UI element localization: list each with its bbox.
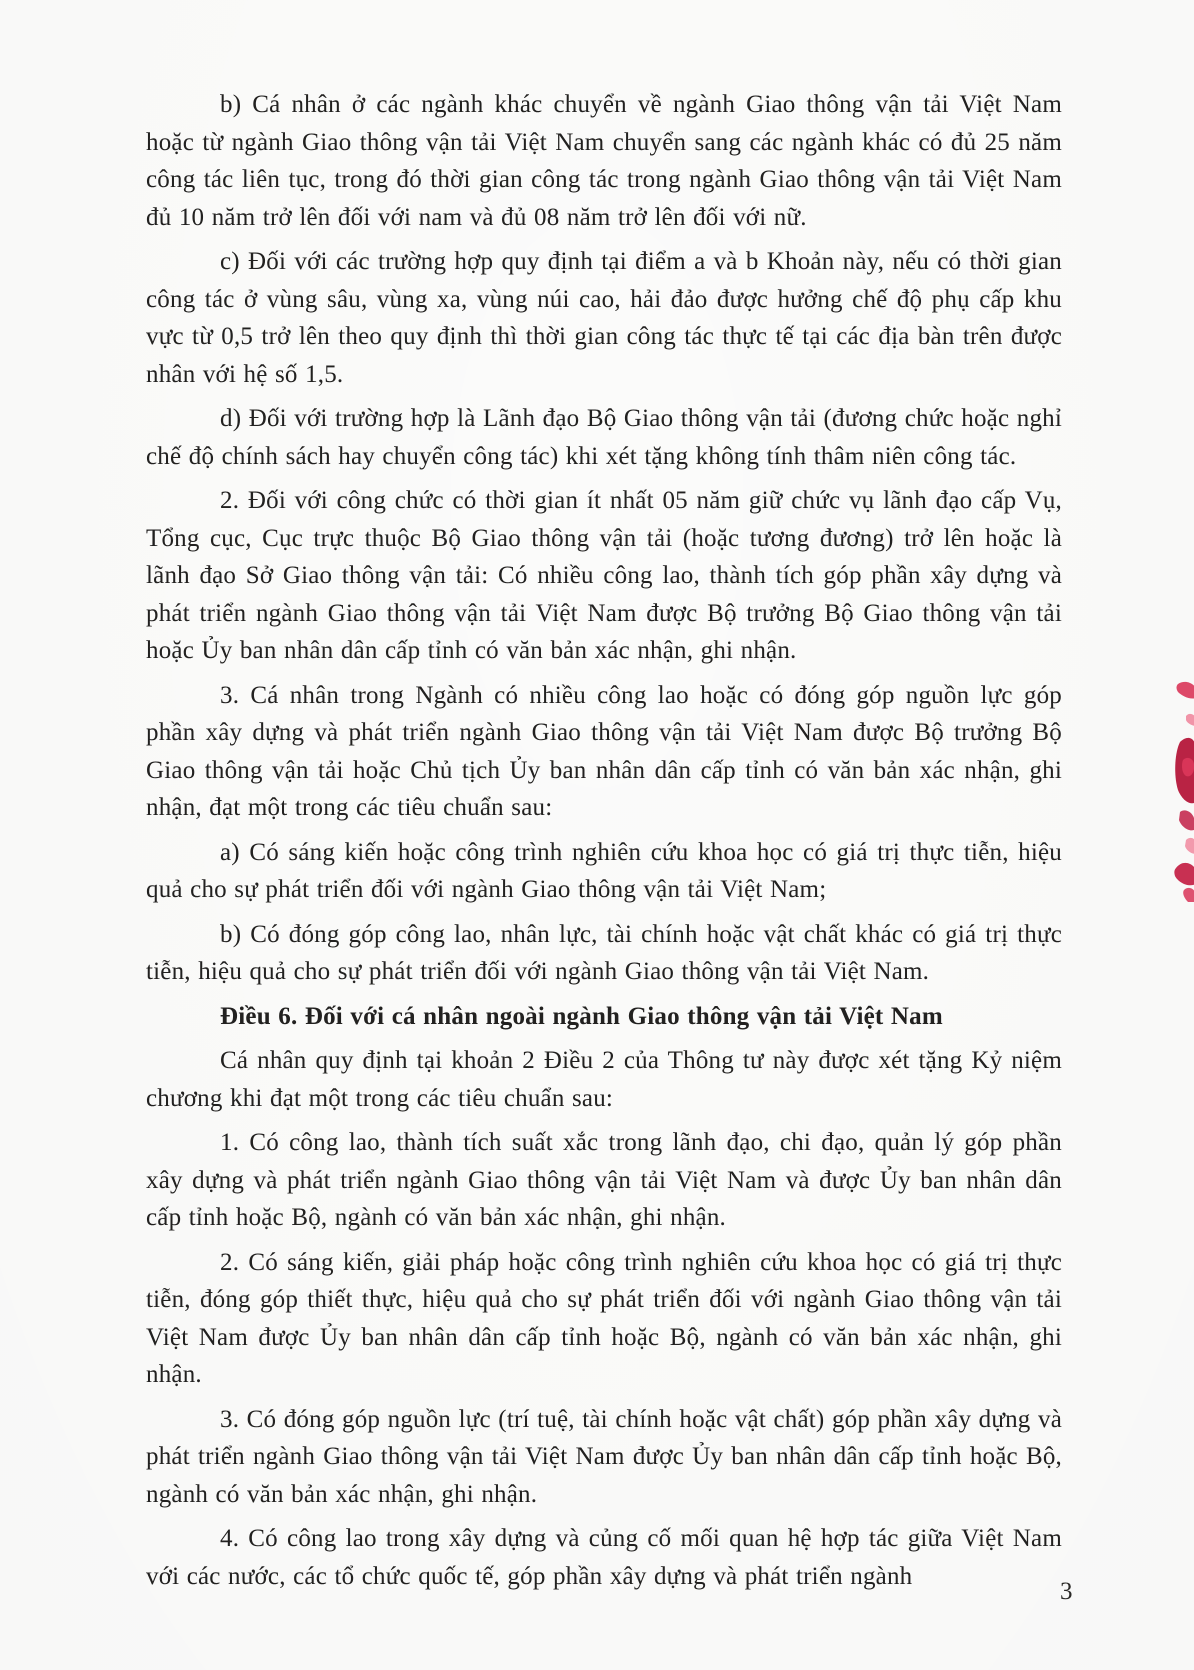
document-body [146,86,1062,1602]
paragraph-clause-2-officials: 2. Đối với công chức có thời gian ít nhất 05 năm giữ chức vụ lãnh đạo cấp Vụ, Tổng cục, Cục trực thuộc Bộ Giao thông vận tải (hoặc tương đương) trở lên hoặc là lãnh đạo Sở Giao thông vận tải: Có nhiều công lao, thành tích góp phần xây dựng và phát triển ngành Giao thông vận tải Việt Nam được Bộ trưởng Bộ Giao thông vận tải hoặc Ủy ban nhân dân cấp tỉnh có văn bản xác nhận, ghi nhận. [146,487,1062,664]
paragraph-clause-3-contributors: 3. Cá nhân trong Ngành có nhiều công lao hoặc có đóng góp nguồn lực góp phần xây dựng và phát triển ngành Giao thông vận tải Việt Nam được Bộ trưởng Bộ Giao thông vận tải hoặc Chủ tịch Ủy ban nhân dân cấp tỉnh có văn bản xác nhận, ghi nhận, đạt một trong các tiêu chuẩn sau: [146,681,1062,821]
paragraph-article-6-criterion-1: 1. Có công lao, thành tích suất xắc trong lãnh đạo, chi đạo, quản lý góp phần xây dựng và phát triển ngành Giao thông vận tải Việt Nam và được Ủy ban nhân dân cấp tỉnh hoặc Bộ, ngành có văn bản xác nhận, ghi nhận. [146,1129,1062,1231]
red-seal-fragment-icon [1150,672,1194,902]
paragraph-article-6-criterion-2: 2. Có sáng kiến, giải pháp hoặc công trình nghiên cứu khoa học có giá trị thực tiễn, đóng góp thiết thực, hiệu quả cho sự phát triển đối với ngành Giao thông vận tải Việt Nam được Ủy ban nhân dân cấp tỉnh hoặc Bộ, ngành có văn bản xác nhận, ghi nhận. [146,1248,1062,1388]
paragraph-point-c-region-coefficient: c) Đối với các trường hợp quy định tại điểm a và b Khoản này, nếu có thời gian công tác ở vùng sâu, vùng xa, vùng núi cao, hải đảo được hưởng chế độ phụ cấp khu vực từ 0,5 trở lên theo quy định thì thời gian công tác thực tế tại các địa bàn trên được nhân với hệ số 1,5. [146,248,1062,388]
paragraph-criterion-b: b) Có đóng góp công lao, nhân lực, tài chính hoặc vật chất khác có giá trị thực tiễn, hiệu quả cho sự phát triển đối với ngành Giao thông vận tải Việt Nam. [146,920,1062,985]
paragraph-article-6-criterion-3: 3. Có đóng góp nguồn lực (trí tuệ, tài chính hoặc vật chất) góp phần xây dựng và phát triển ngành Giao thông vận tải Việt Nam được Ủy ban nhân dân cấp tỉnh hoặc Bộ, ngành có văn bản xác nhận, ghi nhận. [146,1405,1062,1508]
page-number: 3 [1060,1578,1073,1605]
paragraph-point-d-ministry-leaders: d) Đối với trường hợp là Lãnh đạo Bộ Giao thông vận tải (đương chức hoặc nghỉ chế độ chính sách hay chuyển công tác) khi xét tặng không tính thâm niên công tác. [146,405,1062,470]
paragraph-criterion-a: a) Có sáng kiến hoặc công trình nghiên cứu khoa học có giá trị thực tiễn, hiệu quả cho sự phát triển đối với ngành Giao thông vận tải Việt Nam; [146,838,1062,903]
paragraph-article-6-criterion-4: 4. Có công lao trong xây dựng và củng cố mối quan hệ hợp tác giữa Việt Nam với các nước, các tổ chức quốc tế, góp phần xây dựng và phát triển ngành [146,1525,1062,1590]
paragraph-point-b-seniority: b) Cá nhân ở các ngành khác chuyển về ngành Giao thông vận tải Việt Nam hoặc từ ngành Giao thông vận tải Việt Nam chuyển sang các ngành khác có đủ 25 năm công tác liên tục, trong đó thời gian công tác trong ngành Giao thông vận tải Việt Nam đủ 10 năm trở lên đối với nam và đủ 08 năm trở lên đối với nữ. [146,91,1062,231]
article-6-heading: Điều 6. Đối với cá nhân ngoài ngành Giao thông vận tải Việt Nam [220,1002,943,1030]
paragraph-article-6-intro: Cá nhân quy định tại khoản 2 Điều 2 của Thông tư này được xét tặng Kỷ niệm chương khi đạt một trong các tiêu chuẩn sau: [146,1047,1062,1112]
